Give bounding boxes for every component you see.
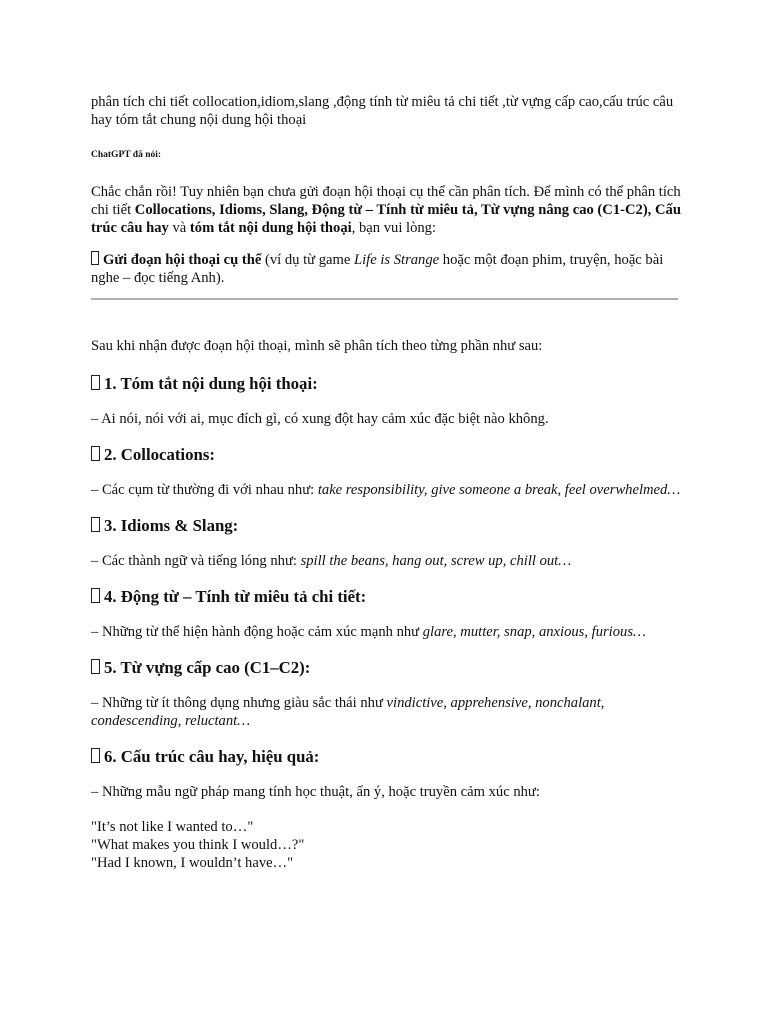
section-body-prefix: – Các thành ngữ và tiếng lóng như: — [91, 553, 301, 569]
request-bold: Gửi đoạn hội thoại cụ thể — [103, 252, 262, 268]
document-page — [91, 93, 681, 872]
section-body-examples: spill the beans, hang out, screw up, chill out… — [300, 553, 572, 569]
section-body — [91, 694, 681, 730]
missing-glyph-icon — [91, 446, 100, 461]
request-tail: hoặc một đoạn phim, truyện, hoặc bài nghe – đọc tiếng Anh). — [91, 252, 664, 286]
request-game-title: Life is Strange — [354, 252, 440, 268]
section-body-prefix: – Những từ ít thông dụng nhưng giàu sắc thái như — [91, 695, 387, 711]
section-body — [91, 552, 681, 570]
section-1 — [91, 374, 681, 428]
section-heading — [91, 445, 681, 465]
intro-lead: Chắc chắn rồi! Tuy nhiên bạn chưa gửi đoạn hội thoại cụ thể cần phân tích. Để mình có thể phân tích chi tiết — [91, 184, 681, 218]
section-body — [91, 410, 681, 428]
section-heading — [91, 374, 681, 394]
section-heading — [91, 587, 681, 607]
user-prompt: phân tích chi tiết collocation,idiom,slang ,động tính từ miêu tả chi tiết ,từ vựng cấp cao,cấu trúc câu hay tóm tắt chung nội dung hội thoại — [91, 94, 674, 128]
section-body-prefix: – Những từ thể hiện hành động hoặc cảm xúc mạnh như — [91, 624, 423, 640]
section-body-prefix: – Các cụm từ thường đi với nhau như: — [91, 482, 318, 498]
request-paragraph — [91, 251, 681, 287]
section-2 — [91, 445, 681, 499]
quote-line: "Had I known, I wouldn’t have…" — [91, 855, 294, 871]
section-heading-text: 4. Động từ – Tính từ miêu tả chi tiết: — [104, 587, 367, 606]
section-body-examples: take responsibility, give someone a break, feel overwhelmed… — [317, 482, 681, 498]
intro-and: và — [168, 220, 190, 236]
section-body — [91, 783, 681, 801]
speaker-label-text: ChatGPT đã nói — [91, 150, 158, 160]
section-heading — [91, 658, 681, 678]
section-heading-text: 1. Tóm tắt nội dung hội thoại: — [104, 374, 318, 393]
speaker-label — [91, 149, 681, 161]
section-heading-text: 3. Idioms & Slang: — [104, 516, 239, 535]
quote-line: "It’s not like I wanted to…" — [91, 819, 254, 835]
section-5 — [91, 658, 681, 730]
request-mid: (ví dụ từ game — [261, 252, 354, 268]
section-body — [91, 623, 681, 641]
section-4 — [91, 587, 681, 641]
intro-bold-list: Collocations, Idioms, Slang, Động từ – Tính từ miêu tả, Từ vựng nâng cao (C1-C2), Cấu trúc câu hay — [91, 202, 681, 236]
section-body-prefix: – Những mẫu ngữ pháp mang tính học thuật, ẩn ý, hoặc truyền cảm xúc như: — [91, 784, 540, 800]
section-heading-text: 5. Từ vựng cấp cao (C1–C2): — [104, 658, 311, 677]
missing-glyph-icon — [91, 588, 100, 603]
quote-line: "What makes you think I would…?" — [91, 837, 305, 853]
missing-glyph-icon — [91, 748, 100, 763]
section-heading — [91, 747, 681, 767]
missing-glyph-icon — [91, 375, 100, 390]
section-body-examples: vindictive, apprehensive, nonchalant, condescending, reluctant… — [91, 695, 605, 729]
missing-glyph-icon — [91, 251, 99, 265]
example-quotes — [91, 818, 681, 872]
intro-bold-summary: tóm tắt nội dung hội thoại — [189, 220, 352, 236]
section-body-prefix: – Ai nói, nói với ai, mục đích gì, có xung đột hay cảm xúc đặc biệt nào không. — [91, 411, 549, 427]
missing-glyph-icon — [91, 517, 100, 532]
section-3 — [91, 516, 681, 570]
horizontal-divider — [91, 298, 678, 300]
missing-glyph-icon — [91, 659, 100, 674]
after-divider-text: Sau khi nhận được đoạn hội thoại, mình sẽ phân tích theo từng phần như sau: — [91, 338, 543, 354]
section-body-examples: glare, mutter, snap, anxious, furious… — [422, 624, 646, 640]
section-heading — [91, 516, 681, 536]
section-heading-text: 6. Cấu trúc câu hay, hiệu quả: — [104, 747, 320, 766]
section-heading-text: 2. Collocations: — [104, 445, 215, 464]
speaker-label-colon: : — [157, 150, 162, 160]
section-body — [91, 481, 681, 499]
intro-tail: , bạn vui lòng: — [351, 220, 437, 236]
intro-paragraph — [91, 183, 681, 237]
section-6 — [91, 747, 681, 801]
